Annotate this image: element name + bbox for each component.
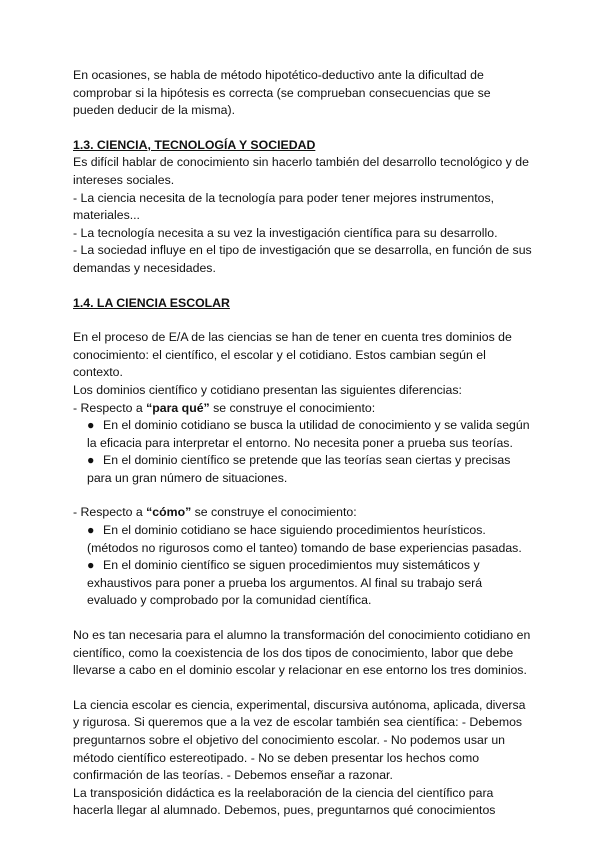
- s13-paragraph-4: - La sociedad influye en el tipo de investigación que se desarrolla, en función de sus demandas y necesidades.: [73, 243, 532, 275]
- s13-paragraph-3: - La tecnología necesita a su vez la investigación científica para su desarrollo.: [73, 225, 498, 240]
- s14-paragraph-4: La ciencia escolar es ciencia, experimental, discursiva autónoma, aplicada, diversa y rigurosa. Si queremos que a la vez de escolar también sea científica: - Debemos preguntarnos sobre el objetivo del conocimiento escolar. - No podemos usar un método científico estereotipado. - No se deben presentar los hechos como confirmación de las teorías. - Debemos enseñar a razonar.: [73, 697, 526, 783]
- list-item-text: En el dominio cotidiano se busca la utilidad de conocimiento y se valida según la eficacia para interpretar el entorno. No necesita poner a prueba sus teorías.: [87, 418, 530, 450]
- como-prefix: - Respecto a: [73, 505, 147, 520]
- para-que-bold: “para qué”: [146, 400, 210, 415]
- bullet-icon: ●: [87, 558, 95, 573]
- list-item-text: En el dominio cotidiano se hace siguiendo procedimientos heurísticos. (métodos no rigurosos como el tanteo) tomando de base experiencias pasadas.: [87, 523, 522, 555]
- bullet-icon: ●: [87, 523, 95, 538]
- para-que-line: [73, 400, 535, 418]
- como-line: [73, 504, 535, 522]
- bullet-icon: ●: [87, 453, 95, 468]
- list-item-text: En el dominio científico se pretende que las teorías sean ciertas y precisas para un gran número de situaciones.: [87, 453, 511, 485]
- como-bold: “cómo”: [146, 505, 192, 520]
- list-item: [73, 522, 535, 557]
- list-item: [73, 557, 535, 610]
- intro-paragraph: En ocasiones, se habla de método hipotético-deductivo ante la dificultad de comprobar si la hipótesis es correcta (se comprueban consecuencias que se pueden deducir de la misma).: [73, 68, 491, 118]
- para-que-prefix: - Respecto a: [73, 400, 147, 415]
- s14-paragraph-2: Los dominios científico y cotidiano presentan las siguientes diferencias:: [73, 382, 462, 397]
- list-item: [73, 452, 535, 487]
- section-heading-1-3: 1.3. CIENCIA, TECNOLOGÍA Y SOCIEDAD: [73, 137, 316, 152]
- s14-paragraph-5: La transposición didáctica es la reelaboración de la ciencia del científico para hacerla llegar al alumnado. Debemos, pues, preguntarnos qué conocimientos: [73, 785, 496, 818]
- s14-paragraph-3: No es tan necesaria para el alumno la transformación del conocimiento cotidiano en científico, como la coexistencia de los dos tipos de conocimiento, labor que debe llevarse a cabo en el dominio escolar y relacionar en ese entorno los tres dominios.: [73, 628, 531, 678]
- s14-paragraph-1: En el proceso de E/A de las ciencias se han de tener en cuenta tres dominios de conocimiento: el científico, el escolar y el cotidiano. Estos cambian según el contexto.: [73, 330, 512, 380]
- como-suffix: se construye el conocimiento:: [191, 505, 357, 520]
- list-item: [73, 417, 535, 452]
- para-que-suffix: se construye el conocimiento:: [209, 400, 376, 415]
- section-heading-1-4: 1.4. LA CIENCIA ESCOLAR: [73, 295, 230, 310]
- bullet-icon: ●: [87, 418, 95, 433]
- document-page: [73, 67, 535, 820]
- s13-paragraph-2: - La ciencia necesita de la tecnología para poder tener mejores instrumentos, materiales...: [73, 190, 495, 223]
- s13-paragraph-1: Es difícil hablar de conocimiento sin hacerlo también del desarrollo tecnológico y de intereses sociales.: [73, 155, 529, 187]
- list-item-text: En el dominio científico se siguen procedimientos muy sistemáticos y exhaustivos para poner a prueba los argumentos. Al final su trabajo será evaluado y comprobado por la comunidad científica.: [87, 558, 483, 608]
